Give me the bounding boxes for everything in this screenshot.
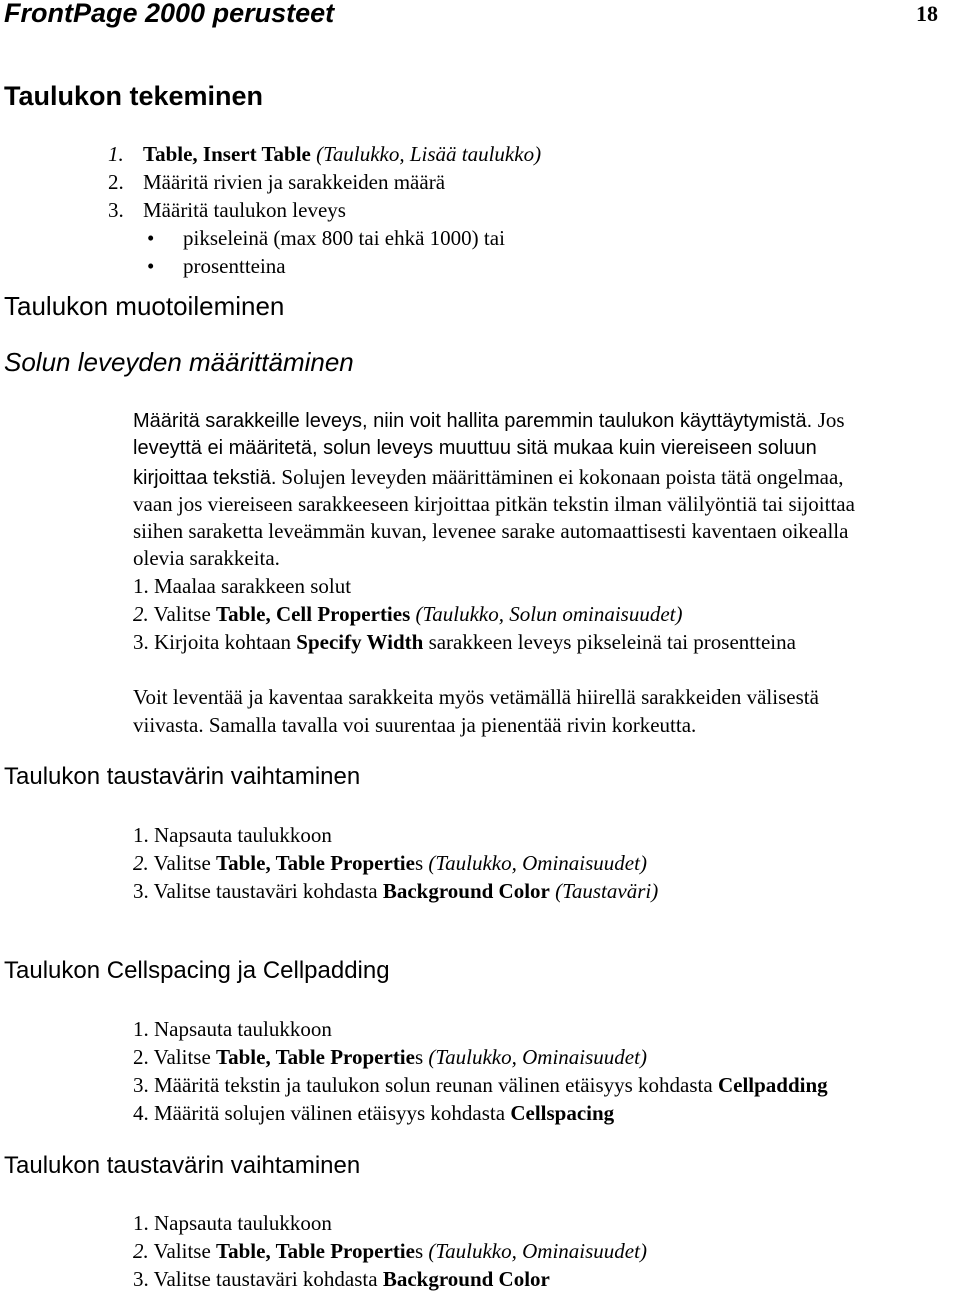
menu-path: Table, Table Propertie xyxy=(216,1239,415,1263)
option-translation: (Taustaväri) xyxy=(549,879,659,903)
list-text: Valitse xyxy=(153,1239,217,1263)
list-number: 2. xyxy=(133,602,149,626)
menu-path-translation: (Taulukko, Solun ominaisuudet) xyxy=(410,602,683,626)
list-text: Määritä tekstin ja taulukon solun reunan välinen etäisyys kohdasta xyxy=(154,1073,718,1097)
paragraph-line: olevia sarakkeita. xyxy=(133,546,280,570)
menu-path: Table, Cell Properties xyxy=(216,602,411,626)
list-number: 2. xyxy=(108,170,124,194)
list-number: 1. xyxy=(133,823,149,847)
section-heading-table-creation: Taulukon tekeminen xyxy=(4,81,264,111)
list-number: 3. xyxy=(108,198,124,222)
list-number: 2. xyxy=(133,1045,149,1069)
list-number: 3. xyxy=(133,1267,149,1291)
section-heading-formatting: Taulukon muotoileminen xyxy=(4,291,285,321)
list-number: 1. xyxy=(133,574,149,598)
list-item xyxy=(108,142,541,167)
list-item xyxy=(108,170,445,195)
list-item xyxy=(133,630,796,655)
list-item xyxy=(133,1101,614,1126)
list-number: 3. xyxy=(133,1073,149,1097)
document-title: FrontPage 2000 perusteet xyxy=(4,0,335,28)
list-number: 4. xyxy=(133,1101,149,1125)
paragraph-text: kirjoittaa tekstiä. xyxy=(133,467,277,489)
list-number: 1. xyxy=(133,1017,149,1041)
list-text: Valitse taustaväri kohdasta xyxy=(153,879,383,903)
list-text: Valitse xyxy=(153,1045,217,1069)
subheading-cell-width: Solun leveyden määrittäminen xyxy=(4,347,354,377)
bullet-item xyxy=(147,226,505,251)
section-heading-cellspacing: Taulukon Cellspacing ja Cellpadding xyxy=(4,957,390,984)
list-number: 3. xyxy=(133,879,149,903)
list-item xyxy=(133,851,647,876)
list-number: 2. xyxy=(133,1239,149,1263)
section-heading-background: Taulukon taustavärin vaihtaminen xyxy=(4,763,361,790)
paragraph-line: vaan jos viereiseen sarakkeeseen kirjoittaa pitkän tekstin ilman välilyöntiä tai sijoittaa xyxy=(133,492,855,516)
list-text: Valitse xyxy=(153,602,217,626)
list-number: 1. xyxy=(108,142,124,166)
bullet-item xyxy=(147,254,286,279)
list-item xyxy=(133,1267,550,1292)
list-number: 3. xyxy=(133,630,149,654)
paragraph-text: Solujen leveyden määrittäminen ei kokonaan poista tätä ongelmaa, xyxy=(281,465,844,489)
list-text: Maalaa sarakkeen solut xyxy=(154,574,352,598)
bullet-icon: • xyxy=(147,226,155,250)
paragraph-line: siihen saraketta leveämmän kuvan, levenee sarake automaattisesti kaventaen oikealla xyxy=(133,519,849,543)
list-text: Napsauta taulukkoon xyxy=(154,823,332,847)
menu-path-translation: (Taulukko, Lisää taulukko) xyxy=(310,142,542,166)
list-text: sarakkeen leveys pikseleinä tai prosentteina xyxy=(423,630,796,654)
list-item xyxy=(108,198,346,223)
list-item xyxy=(133,574,351,599)
list-text: Määritä solujen välinen etäisyys kohdasta xyxy=(154,1101,511,1125)
option-name: Background Color xyxy=(382,1267,550,1291)
list-text: Valitse taustaväri kohdasta xyxy=(153,1267,383,1291)
paragraph-line: Voit leventää ja kaventaa sarakkeita myös vetämällä hiirellä sarakkeiden välisestä xyxy=(133,685,819,709)
list-text: Valitse xyxy=(153,851,217,875)
list-text: Määritä rivien ja sarakkeiden määrä xyxy=(143,170,446,194)
list-text: s xyxy=(414,1239,429,1263)
list-item xyxy=(133,1073,828,1098)
menu-path-translation: (Taulukko, Ominaisuudet) xyxy=(428,851,647,875)
menu-path: Table, Insert Table xyxy=(143,142,311,166)
menu-path: Table, Table Propertie xyxy=(216,1045,415,1069)
option-name: Cellpadding xyxy=(717,1073,828,1097)
list-item xyxy=(133,1239,647,1264)
section-heading-background-2: Taulukon taustavärin vaihtaminen xyxy=(4,1152,361,1179)
paragraph-line xyxy=(133,465,844,490)
list-text: s xyxy=(414,851,429,875)
paragraph-text: Määritä sarakkeille leveys, niin voit hallita paremmin taulukon käyttäytymistä. xyxy=(133,410,813,432)
menu-path-translation: (Taulukko, Ominaisuudet) xyxy=(428,1239,647,1263)
option-name: Specify Width xyxy=(296,630,424,654)
list-item xyxy=(133,1211,332,1236)
list-text: Napsauta taulukkoon xyxy=(154,1017,332,1041)
option-name: Background Color xyxy=(382,879,550,903)
list-item xyxy=(133,879,658,904)
list-text: Määritä taulukon leveys xyxy=(143,198,346,222)
option-name: Cellspacing xyxy=(510,1101,615,1125)
paragraph-line: leveyttä ei määritetä, solun leveys muuttuu sitä mukaa kuin viereiseen soluun xyxy=(133,437,817,459)
list-number: 1. xyxy=(133,1211,149,1235)
list-number: 2. xyxy=(133,851,149,875)
paragraph-text: Jos xyxy=(817,408,845,432)
menu-path-translation: (Taulukko, Ominaisuudet) xyxy=(428,1045,647,1069)
list-item xyxy=(133,1045,647,1070)
list-text: Napsauta taulukkoon xyxy=(154,1211,332,1235)
paragraph-line: viivasta. Samalla tavalla voi suurentaa ja pienentää rivin korkeutta. xyxy=(133,713,697,737)
bullet-text: pikseleinä (max 800 tai ehkä 1000) tai xyxy=(183,226,505,250)
list-text: s xyxy=(414,1045,429,1069)
bullet-icon: • xyxy=(147,254,155,278)
list-item xyxy=(133,1017,332,1042)
list-item xyxy=(133,823,332,848)
paragraph-line xyxy=(133,408,845,433)
page-number: 18 xyxy=(916,1,938,26)
bullet-text: prosentteina xyxy=(183,254,286,278)
list-item xyxy=(133,602,682,627)
list-text: Kirjoita kohtaan xyxy=(154,630,297,654)
menu-path: Table, Table Propertie xyxy=(216,851,415,875)
